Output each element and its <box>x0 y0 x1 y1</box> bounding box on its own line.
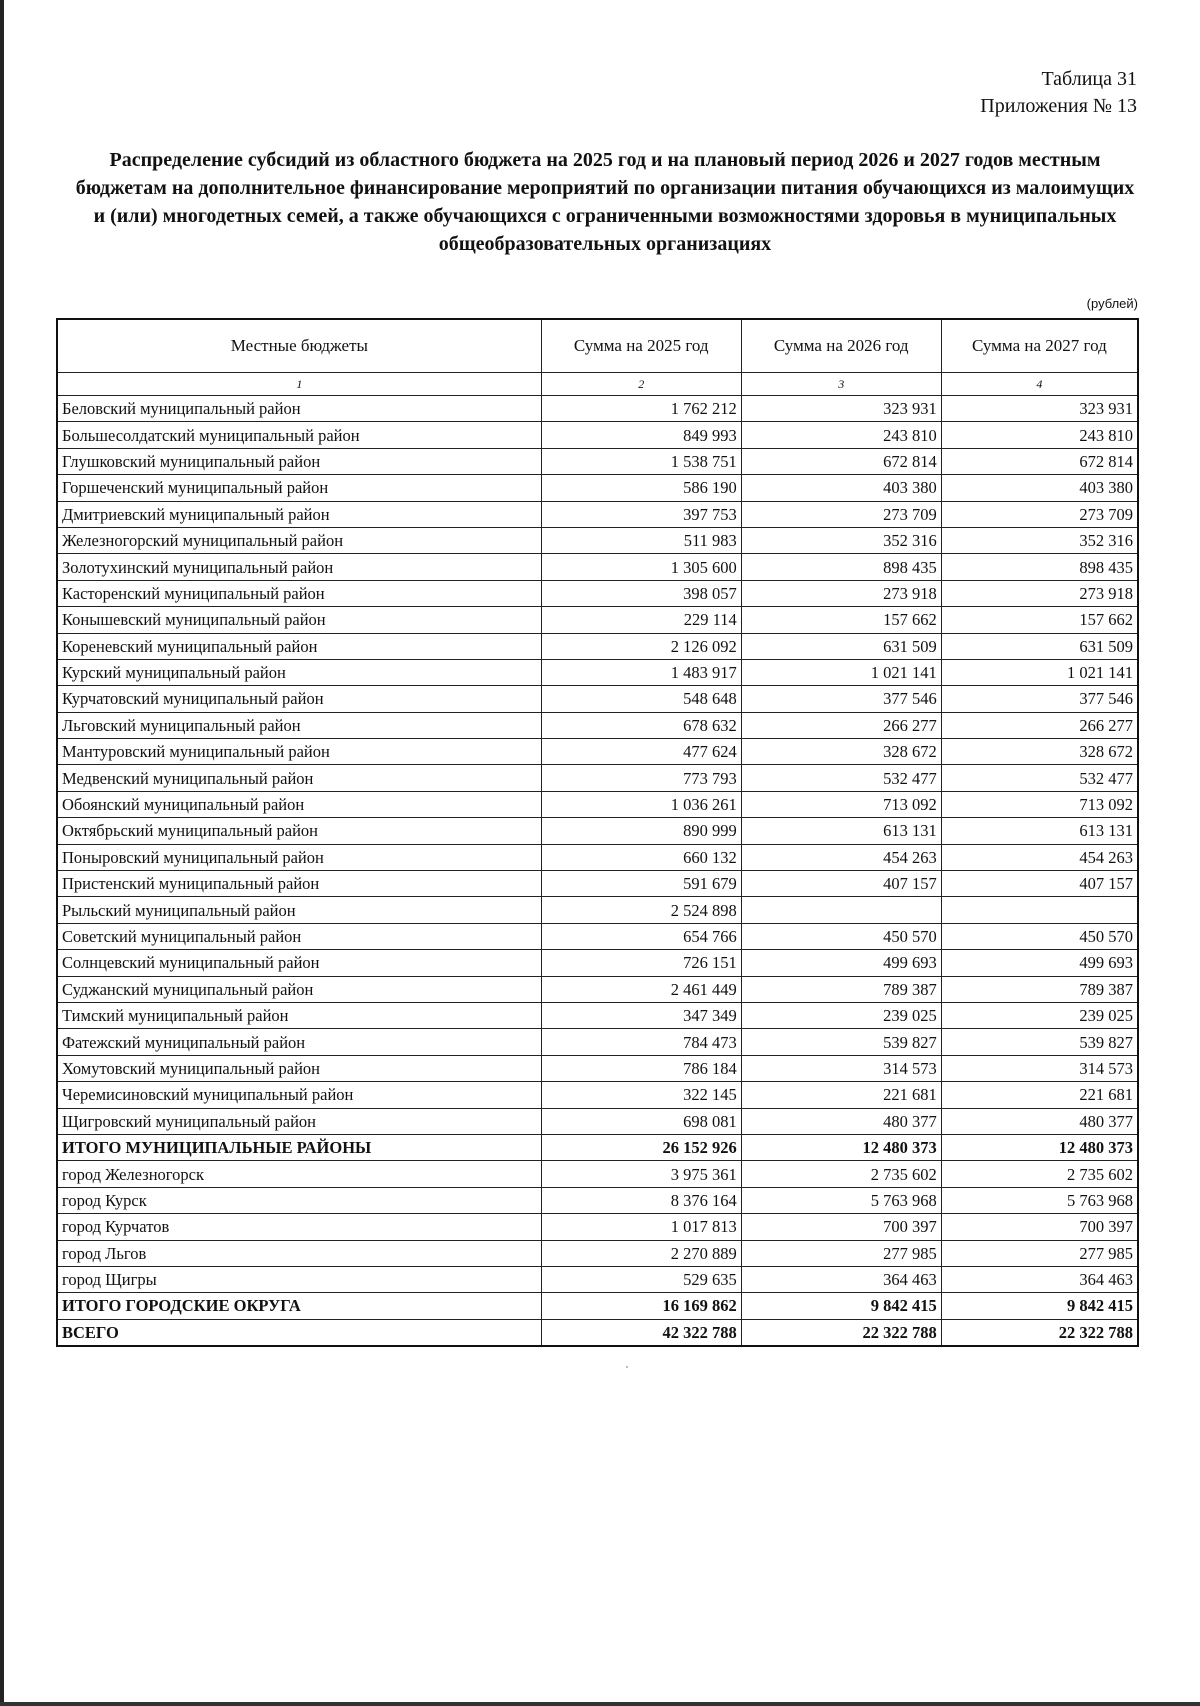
cell-sum-2027: 377 546 <box>941 686 1138 712</box>
cell-sum-2026: 672 814 <box>741 448 941 474</box>
cell-sum-2025: 322 145 <box>541 1082 741 1108</box>
cell-budget-name: ВСЕГО <box>57 1319 541 1346</box>
cell-sum-2027: 12 480 373 <box>941 1134 1138 1160</box>
table-row <box>57 818 1138 844</box>
cell-sum-2025: 3 975 361 <box>541 1161 741 1187</box>
cell-sum-2025: 398 057 <box>541 580 741 606</box>
cell-sum-2026: 364 463 <box>741 1266 941 1292</box>
cell-sum-2025: 42 322 788 <box>541 1319 741 1346</box>
table-row <box>57 1161 1138 1187</box>
cell-sum-2027: 700 397 <box>941 1214 1138 1240</box>
cell-sum-2025: 1 305 600 <box>541 554 741 580</box>
cell-sum-2027: 499 693 <box>941 950 1138 976</box>
cell-sum-2027: 323 931 <box>941 396 1138 422</box>
table-number: Таблица 31 <box>1041 68 1137 90</box>
table-body <box>57 396 1138 1347</box>
table-row <box>57 659 1138 685</box>
cell-budget-name: город Курчатов <box>57 1214 541 1240</box>
cell-sum-2027: 157 662 <box>941 607 1138 633</box>
cell-sum-2027: 450 570 <box>941 923 1138 949</box>
cell-sum-2025: 2 126 092 <box>541 633 741 659</box>
table-header-row <box>57 319 1138 373</box>
cell-sum-2025: 786 184 <box>541 1055 741 1081</box>
table-reference <box>980 66 1137 120</box>
cell-budget-name: Касторенский муниципальный район <box>57 580 541 606</box>
scan-edge-bottom <box>0 1702 1200 1706</box>
cell-budget-name: Железногорский муниципальный район <box>57 527 541 553</box>
cell-sum-2026: 407 157 <box>741 871 941 897</box>
cell-sum-2027: 243 810 <box>941 422 1138 448</box>
table-row <box>57 501 1138 527</box>
cell-sum-2025: 397 753 <box>541 501 741 527</box>
cell-sum-2026: 480 377 <box>741 1108 941 1134</box>
cell-sum-2026: 539 827 <box>741 1029 941 1055</box>
cell-sum-2025: 16 169 862 <box>541 1293 741 1319</box>
table-row <box>57 844 1138 870</box>
cell-sum-2026: 898 435 <box>741 554 941 580</box>
cell-sum-2025: 698 081 <box>541 1108 741 1134</box>
cell-sum-2025: 849 993 <box>541 422 741 448</box>
cell-budget-name: город Льгов <box>57 1240 541 1266</box>
cell-sum-2026: 377 546 <box>741 686 941 712</box>
cell-sum-2025: 654 766 <box>541 923 741 949</box>
table-row <box>57 607 1138 633</box>
cell-budget-name: Глушковский муниципальный район <box>57 448 541 474</box>
table-row <box>57 923 1138 949</box>
cell-sum-2026: 273 709 <box>741 501 941 527</box>
cell-sum-2027: 532 477 <box>941 765 1138 791</box>
cell-budget-name: Советский муниципальный район <box>57 923 541 949</box>
cell-budget-name: город Курск <box>57 1187 541 1213</box>
cell-budget-name: Фатежский муниципальный район <box>57 1029 541 1055</box>
cell-sum-2026: 314 573 <box>741 1055 941 1081</box>
cell-sum-2025: 1 762 212 <box>541 396 741 422</box>
cell-sum-2025: 591 679 <box>541 871 741 897</box>
document-title: Распределение субсидий из областного бюджета на 2025 год и на плановый период 2026 и 2027 годов местным бюджетам на дополнительное финансирование мероприятий по организации питания обучающихся из малоимущих и (или) многодетных семей, а также обучающихся с ограниченными возможностями здоровья в муниципальных общеобразовательных организациях <box>75 149 1135 255</box>
cell-sum-2027 <box>941 897 1138 923</box>
cell-budget-name: Поныровский муниципальный район <box>57 844 541 870</box>
cell-sum-2026: 631 509 <box>741 633 941 659</box>
table-row <box>57 1214 1138 1240</box>
cell-sum-2026: 266 277 <box>741 712 941 738</box>
table-row <box>57 791 1138 817</box>
cell-sum-2026: 1 021 141 <box>741 659 941 685</box>
cell-budget-name: Пристенский муниципальный район <box>57 871 541 897</box>
cell-sum-2026: 239 025 <box>741 1002 941 1028</box>
cell-sum-2025: 1 538 751 <box>541 448 741 474</box>
table-row <box>57 554 1138 580</box>
table-row <box>57 1082 1138 1108</box>
cell-budget-name: Большесолдатский муниципальный район <box>57 422 541 448</box>
cell-sum-2026: 323 931 <box>741 396 941 422</box>
cell-budget-name: ИТОГО МУНИЦИПАЛЬНЫЕ РАЙОНЫ <box>57 1134 541 1160</box>
cell-budget-name: Кореневский муниципальный район <box>57 633 541 659</box>
cell-sum-2027: 352 316 <box>941 527 1138 553</box>
total-row <box>57 1319 1138 1346</box>
table-row <box>57 765 1138 791</box>
cell-sum-2027: 9 842 415 <box>941 1293 1138 1319</box>
table-row <box>57 1055 1138 1081</box>
units-note: (рублей) <box>1086 296 1138 311</box>
cell-sum-2027: 613 131 <box>941 818 1138 844</box>
cell-sum-2027: 631 509 <box>941 633 1138 659</box>
table-row <box>57 475 1138 501</box>
cell-sum-2027: 2 735 602 <box>941 1161 1138 1187</box>
column-number-row <box>57 373 1138 396</box>
cell-sum-2027: 314 573 <box>941 1055 1138 1081</box>
cell-sum-2026: 221 681 <box>741 1082 941 1108</box>
cell-budget-name: Дмитриевский муниципальный район <box>57 501 541 527</box>
cell-sum-2026: 532 477 <box>741 765 941 791</box>
cell-sum-2025: 2 461 449 <box>541 976 741 1002</box>
cell-sum-2025: 1 483 917 <box>541 659 741 685</box>
cell-sum-2027: 480 377 <box>941 1108 1138 1134</box>
cell-sum-2025: 477 624 <box>541 739 741 765</box>
cell-sum-2027: 5 763 968 <box>941 1187 1138 1213</box>
cell-sum-2026: 713 092 <box>741 791 941 817</box>
cell-sum-2025: 726 151 <box>541 950 741 976</box>
table-row <box>57 448 1138 474</box>
cell-sum-2027: 273 918 <box>941 580 1138 606</box>
cell-sum-2025: 26 152 926 <box>541 1134 741 1160</box>
table-row <box>57 1002 1138 1028</box>
cell-budget-name: Льговский муниципальный район <box>57 712 541 738</box>
cell-sum-2027: 454 263 <box>941 844 1138 870</box>
cell-budget-name: Хомутовский муниципальный район <box>57 1055 541 1081</box>
cell-sum-2027: 277 985 <box>941 1240 1138 1266</box>
cell-budget-name: Беловский муниципальный район <box>57 396 541 422</box>
cell-sum-2026: 499 693 <box>741 950 941 976</box>
cell-budget-name: Мантуровский муниципальный район <box>57 739 541 765</box>
cell-sum-2025: 2 270 889 <box>541 1240 741 1266</box>
cell-sum-2026: 273 918 <box>741 580 941 606</box>
cell-sum-2027: 898 435 <box>941 554 1138 580</box>
table-row <box>57 1187 1138 1213</box>
cell-sum-2025: 511 983 <box>541 527 741 553</box>
column-number: 4 <box>941 373 1138 396</box>
table-row <box>57 1240 1138 1266</box>
table-row <box>57 1029 1138 1055</box>
table-row <box>57 527 1138 553</box>
cell-sum-2027: 403 380 <box>941 475 1138 501</box>
cell-sum-2025: 773 793 <box>541 765 741 791</box>
table-row <box>57 897 1138 923</box>
subsidy-table <box>56 318 1139 1347</box>
cell-budget-name: Тимский муниципальный район <box>57 1002 541 1028</box>
cell-budget-name: Черемисиновский муниципальный район <box>57 1082 541 1108</box>
cell-sum-2027: 539 827 <box>941 1029 1138 1055</box>
cell-sum-2027: 239 025 <box>941 1002 1138 1028</box>
column-number: 2 <box>541 373 741 396</box>
cell-sum-2026: 22 322 788 <box>741 1319 941 1346</box>
cell-sum-2026: 243 810 <box>741 422 941 448</box>
cell-budget-name: город Щигры <box>57 1266 541 1292</box>
cell-budget-name: Октябрьский муниципальный район <box>57 818 541 844</box>
cell-budget-name: Курчатовский муниципальный район <box>57 686 541 712</box>
cell-sum-2026: 5 763 968 <box>741 1187 941 1213</box>
table-row <box>57 396 1138 422</box>
column-number: 3 <box>741 373 941 396</box>
cell-sum-2027: 1 021 141 <box>941 659 1138 685</box>
cell-sum-2025: 529 635 <box>541 1266 741 1292</box>
table-row <box>57 950 1138 976</box>
cell-sum-2027: 266 277 <box>941 712 1138 738</box>
header-sum-2027: Сумма на 2027 год <box>941 319 1138 373</box>
table-row <box>57 1266 1138 1292</box>
column-number: 1 <box>57 373 541 396</box>
cell-sum-2026 <box>741 897 941 923</box>
table-row <box>57 712 1138 738</box>
cell-sum-2026: 12 480 373 <box>741 1134 941 1160</box>
cell-sum-2025: 229 114 <box>541 607 741 633</box>
cell-sum-2025: 548 648 <box>541 686 741 712</box>
total-row <box>57 1293 1138 1319</box>
cell-sum-2027: 328 672 <box>941 739 1138 765</box>
cell-sum-2025: 1 036 261 <box>541 791 741 817</box>
table-row <box>57 633 1138 659</box>
cell-budget-name: Солнцевский муниципальный район <box>57 950 541 976</box>
table-row <box>57 739 1138 765</box>
cell-budget-name: Суджанский муниципальный район <box>57 976 541 1002</box>
cell-sum-2026: 789 387 <box>741 976 941 1002</box>
header-sum-2025: Сумма на 2025 год <box>541 319 741 373</box>
cell-sum-2025: 784 473 <box>541 1029 741 1055</box>
cell-sum-2027: 22 322 788 <box>941 1319 1138 1346</box>
table-row <box>57 580 1138 606</box>
cell-sum-2026: 328 672 <box>741 739 941 765</box>
table-row <box>57 422 1138 448</box>
scan-edge-left <box>0 0 4 1706</box>
cell-sum-2025: 890 999 <box>541 818 741 844</box>
cell-sum-2026: 450 570 <box>741 923 941 949</box>
cell-budget-name: Обоянский муниципальный район <box>57 791 541 817</box>
cell-sum-2026: 613 131 <box>741 818 941 844</box>
cell-sum-2025: 8 376 164 <box>541 1187 741 1213</box>
cell-sum-2026: 352 316 <box>741 527 941 553</box>
cell-sum-2026: 403 380 <box>741 475 941 501</box>
cell-budget-name: Курский муниципальный район <box>57 659 541 685</box>
total-row <box>57 1134 1138 1160</box>
cell-sum-2025: 347 349 <box>541 1002 741 1028</box>
cell-sum-2027: 364 463 <box>941 1266 1138 1292</box>
cell-sum-2026: 454 263 <box>741 844 941 870</box>
cell-sum-2025: 586 190 <box>541 475 741 501</box>
appendix-number: Приложения № 13 <box>980 95 1137 117</box>
cell-sum-2027: 789 387 <box>941 976 1138 1002</box>
cell-budget-name: Золотухинский муниципальный район <box>57 554 541 580</box>
table-row <box>57 1108 1138 1134</box>
cell-sum-2027: 407 157 <box>941 871 1138 897</box>
cell-budget-name: Щигровский муниципальный район <box>57 1108 541 1134</box>
cell-sum-2027: 273 709 <box>941 501 1138 527</box>
header-local-budgets: Местные бюджеты <box>57 319 541 373</box>
cell-sum-2026: 157 662 <box>741 607 941 633</box>
header-sum-2026: Сумма на 2026 год <box>741 319 941 373</box>
cell-sum-2027: 221 681 <box>941 1082 1138 1108</box>
cell-sum-2025: 660 132 <box>541 844 741 870</box>
cell-sum-2026: 277 985 <box>741 1240 941 1266</box>
cell-sum-2026: 700 397 <box>741 1214 941 1240</box>
cell-budget-name: Горшеченский муниципальный район <box>57 475 541 501</box>
cell-budget-name: Рыльский муниципальный район <box>57 897 541 923</box>
cell-budget-name: Медвенский муниципальный район <box>57 765 541 791</box>
cell-sum-2027: 672 814 <box>941 448 1138 474</box>
table-row <box>57 686 1138 712</box>
cell-budget-name: Конышевский муниципальный район <box>57 607 541 633</box>
scan-speck <box>626 1366 628 1368</box>
cell-sum-2025: 2 524 898 <box>541 897 741 923</box>
table-row <box>57 871 1138 897</box>
cell-sum-2025: 1 017 813 <box>541 1214 741 1240</box>
cell-budget-name: город Железногорск <box>57 1161 541 1187</box>
cell-sum-2027: 713 092 <box>941 791 1138 817</box>
cell-sum-2025: 678 632 <box>541 712 741 738</box>
table-row <box>57 976 1138 1002</box>
cell-budget-name: ИТОГО ГОРОДСКИЕ ОКРУГА <box>57 1293 541 1319</box>
cell-sum-2026: 2 735 602 <box>741 1161 941 1187</box>
cell-sum-2026: 9 842 415 <box>741 1293 941 1319</box>
